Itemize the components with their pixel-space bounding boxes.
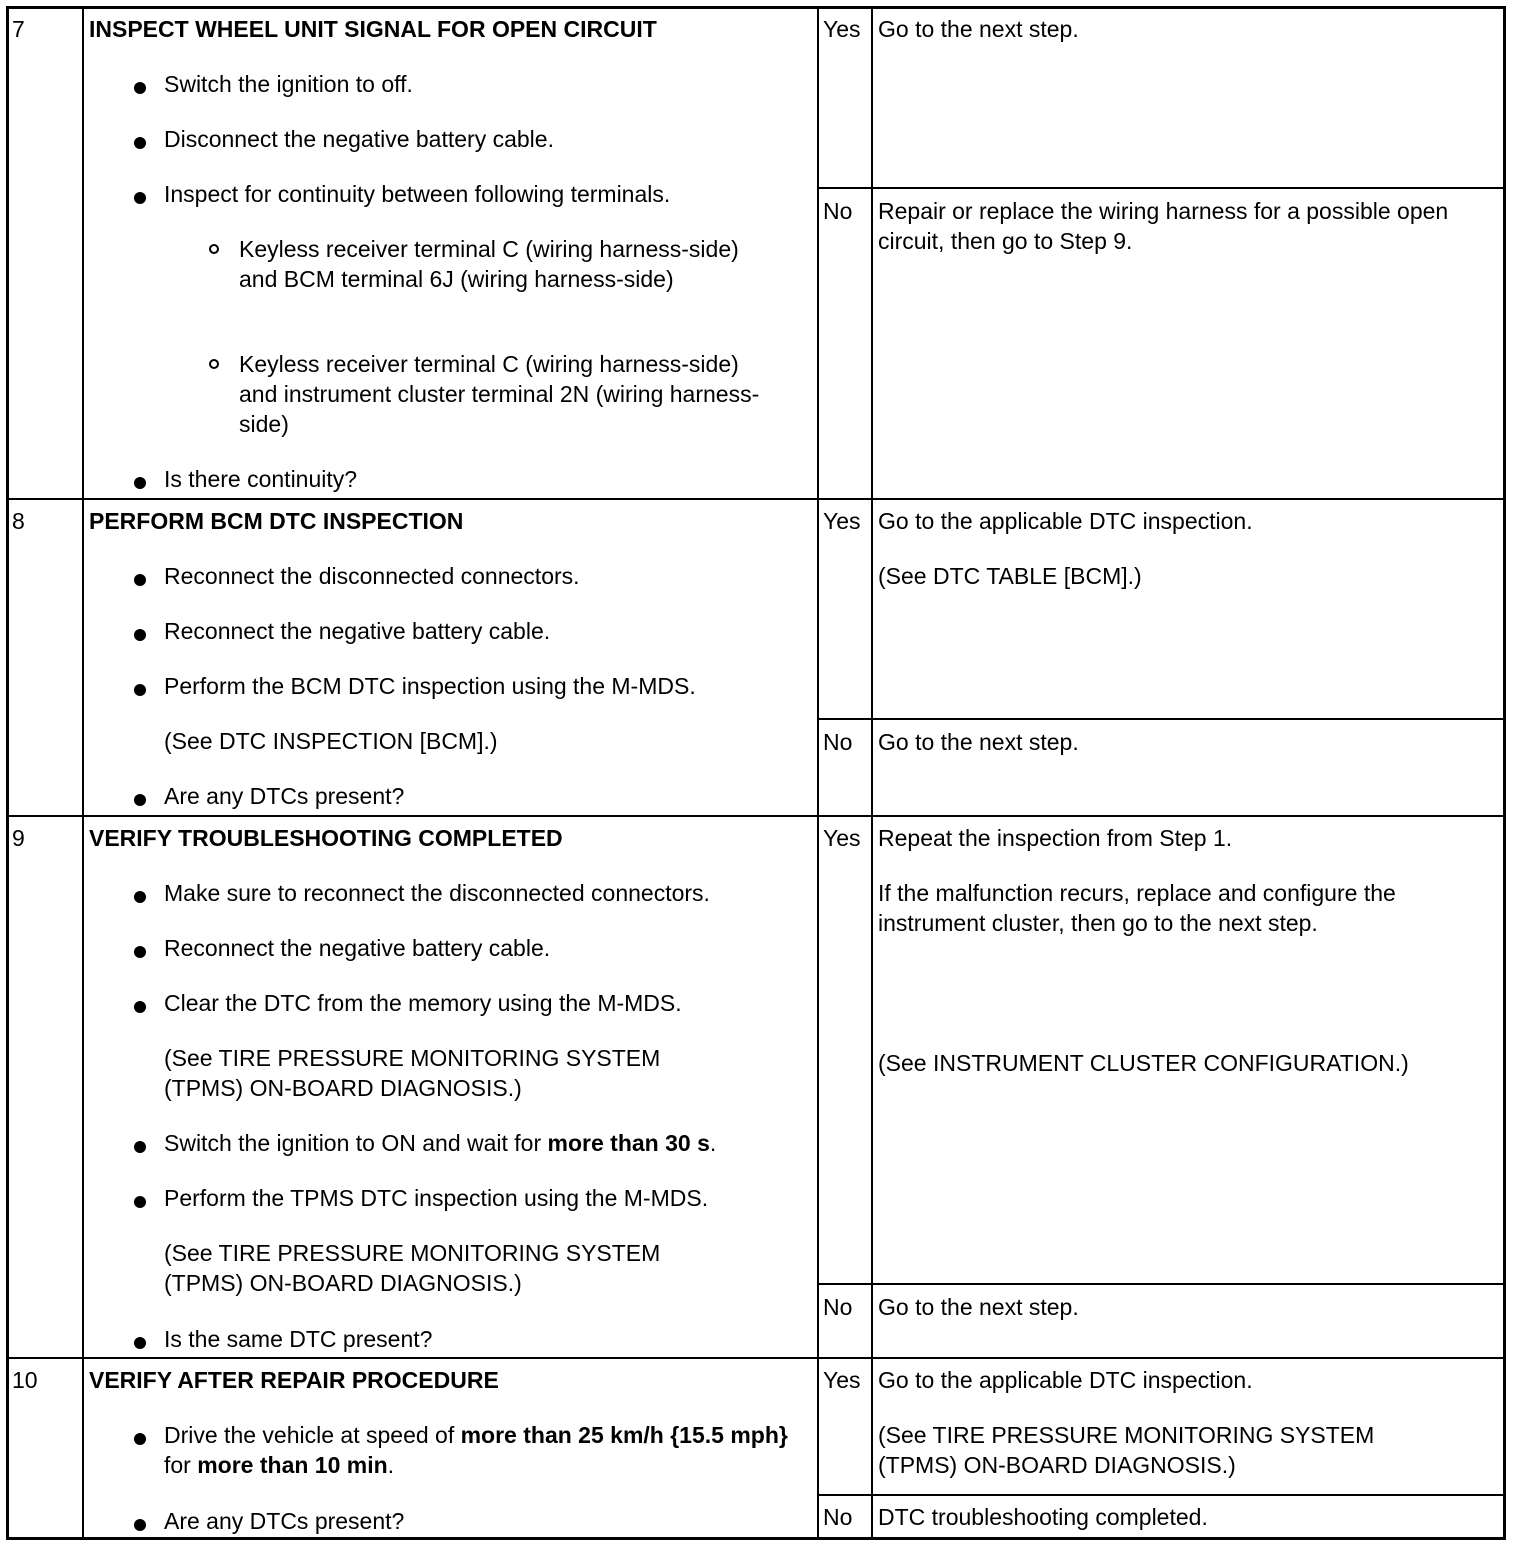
yes-no-divider (817, 1283, 1503, 1285)
step-title: VERIFY AFTER REPAIR PROCEDURE (89, 1367, 499, 1393)
no-action: Repair or replace the wiring harness for a possible open circuit, then go to Step 9. (878, 198, 1449, 254)
step-item: Drive the vehicle at speed of more than 25 km/h {15.5 mph} for more than 10 min. (164, 1422, 788, 1478)
troubleshooting-table (6, 6, 1506, 1540)
step-subitem: Keyless receiver terminal C (wiring harness-side) and BCM terminal 6J (wiring harness-side) (239, 236, 739, 292)
step-title: PERFORM BCM DTC INSPECTION (89, 508, 464, 534)
row-divider (9, 1357, 1503, 1359)
step-subitem: Keyless receiver terminal C (wiring harness-side) and instrument cluster terminal 2N (wiring harness-side) (239, 351, 760, 437)
step-item: Perform the TPMS DTC inspection using the M-MDS. (164, 1185, 709, 1211)
yes-action: Go to the next step. (878, 16, 1079, 42)
step-item: Switch the ignition to off. (164, 71, 413, 97)
bullet-dot (134, 1433, 146, 1445)
step-number: 10 (12, 1367, 38, 1393)
step-number: 9 (12, 825, 25, 851)
column-divider-inspection (817, 9, 819, 1537)
bullet-dot (134, 137, 146, 149)
step-question: Are any DTCs present? (164, 1508, 405, 1534)
yes-action: If the malfunction recurs, replace and configure the instrument cluster, then go to the next step. (878, 880, 1396, 936)
yes-no-divider (817, 187, 1503, 189)
step-title: INSPECT WHEEL UNIT SIGNAL FOR OPEN CIRCUIT (89, 16, 657, 42)
no-label: No (823, 198, 853, 224)
step-item: Reconnect the negative battery cable. (164, 935, 551, 961)
bullet-dot (134, 1141, 146, 1153)
bullet-dot (134, 684, 146, 696)
step-item: Clear the DTC from the memory using the M-MDS. (164, 990, 682, 1016)
row-divider (9, 498, 1503, 500)
reference-link[interactable]: (See DTC INSPECTION [BCM].) (164, 728, 498, 754)
yes-no-divider (817, 1494, 1503, 1496)
step-number: 7 (12, 16, 25, 42)
bullet-dot (134, 1001, 146, 1013)
bullet-dot (134, 629, 146, 641)
emphasis: more than 25 km/h {15.5 mph} (460, 1422, 788, 1448)
no-label: No (823, 1294, 853, 1320)
bullet-dot (134, 477, 146, 489)
step-item: Make sure to reconnect the disconnected connectors. (164, 880, 710, 906)
step-item: Reconnect the disconnected connectors. (164, 563, 580, 589)
no-label: No (823, 1504, 853, 1530)
reference-link[interactable]: (See INSTRUMENT CLUSTER CONFIGURATION.) (878, 1050, 1409, 1076)
yes-label: Yes (823, 16, 861, 42)
yes-label: Yes (823, 508, 861, 534)
step-title: VERIFY TROUBLESHOOTING COMPLETED (89, 825, 563, 851)
step-item: Switch the ignition to ON and wait for more than 30 s. (164, 1130, 717, 1156)
no-action: Go to the next step. (878, 1294, 1079, 1320)
step-question: Are any DTCs present? (164, 783, 405, 809)
yes-label: Yes (823, 825, 861, 851)
bullet-dot (134, 1196, 146, 1208)
emphasis: more than 30 s (547, 1130, 710, 1156)
no-action: Go to the next step. (878, 729, 1079, 755)
reference-link[interactable]: (See TIRE PRESSURE MONITORING SYSTEM (TPMS) ON-BOARD DIAGNOSIS.) (164, 1240, 661, 1296)
step-question: Is there continuity? (164, 466, 358, 492)
no-label: No (823, 729, 853, 755)
step-item: Perform the BCM DTC inspection using the M-MDS. (164, 673, 696, 699)
column-divider-result (871, 9, 873, 1537)
reference-link[interactable]: (See TIRE PRESSURE MONITORING SYSTEM (TPMS) ON-BOARD DIAGNOSIS.) (878, 1422, 1375, 1478)
column-divider-step (82, 9, 84, 1537)
no-action: DTC troubleshooting completed. (878, 1504, 1208, 1530)
step-number: 8 (12, 508, 25, 534)
reference-link[interactable]: (See DTC TABLE [BCM].) (878, 563, 1142, 589)
step-item: Reconnect the negative battery cable. (164, 618, 551, 644)
bullet-dot (134, 1337, 146, 1349)
bullet-dot (134, 192, 146, 204)
reference-link[interactable]: (See TIRE PRESSURE MONITORING SYSTEM (TPMS) ON-BOARD DIAGNOSIS.) (164, 1045, 661, 1101)
step-question: Is the same DTC present? (164, 1326, 433, 1352)
yes-label: Yes (823, 1367, 861, 1393)
step-item: Disconnect the negative battery cable. (164, 126, 554, 152)
yes-no-divider (817, 718, 1503, 720)
yes-action: Repeat the inspection from Step 1. (878, 825, 1233, 851)
bullet-dot (134, 1519, 146, 1531)
yes-action: Go to the applicable DTC inspection. (878, 508, 1253, 534)
bullet-dot (134, 82, 146, 94)
bullet-dot (134, 574, 146, 586)
step-item: Inspect for continuity between following terminals. (164, 181, 671, 207)
bullet-dot (134, 794, 146, 806)
sub-bullet-circle (209, 359, 219, 369)
sub-bullet-circle (209, 244, 219, 254)
bullet-dot (134, 946, 146, 958)
emphasis: more than 10 min (197, 1452, 388, 1478)
bullet-dot (134, 891, 146, 903)
yes-action: Go to the applicable DTC inspection. (878, 1367, 1253, 1393)
row-divider (9, 815, 1503, 817)
